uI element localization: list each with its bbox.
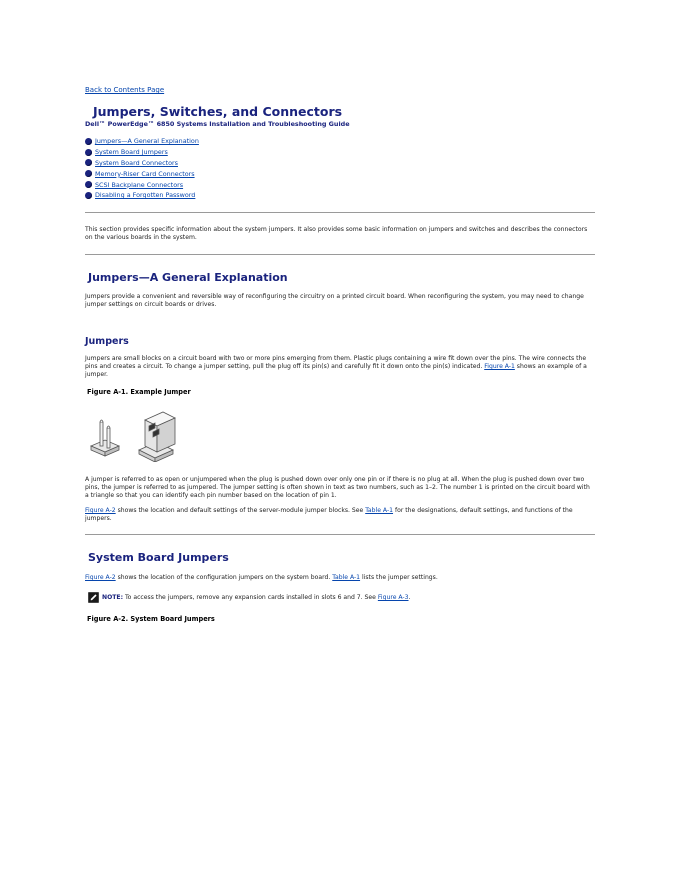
toc-item (85, 147, 199, 158)
toc-link-system-board-jumpers[interactable]: System Board Jumpers (95, 148, 168, 157)
note-end: . (408, 594, 411, 601)
heading-jumpers: Jumpers (85, 336, 129, 347)
table-of-contents (85, 136, 199, 201)
divider (85, 254, 595, 255)
jumpers-text: Jumpers are small blocks on a circuit board with two or more pins emerging from them. Plastic plugs containing a wire fit down over the pins. The wire connects the pins and creates a circuit. To change a jumper setting, pull the plug off its pin(s) and carefully fit it down onto the pin(s) indicated. (85, 355, 587, 371)
figure-a3-link[interactable]: Figure A-3 (377, 594, 409, 601)
jumper-states-paragraph: A jumper is referred to as open or unjumpered when the plug is pushed down over only one pin or if there is no plug at all. When the plug is pushed down over two pins, the jumper is referred to as jumpered. The jumper setting is often shown in text as two numbers, such as 1–2. The number 1 is printed on the circuit board with a triangle so that you can identify each pin number based on the location of pin 1. (85, 476, 590, 500)
toc-item (85, 168, 199, 179)
figure-a2-caption: Figure A-2. System Board Jumpers (87, 615, 215, 623)
toc-item (85, 190, 199, 201)
bullet-icon (85, 170, 92, 177)
system-board-paragraph (85, 574, 595, 582)
open-jumper-icon (91, 420, 119, 456)
note-paragraph (102, 594, 592, 602)
back-to-contents-link[interactable]: Back to Contents Page (85, 86, 165, 94)
toc-item (85, 179, 199, 190)
toc-link-system-board-connectors[interactable]: System Board Connectors (95, 158, 178, 167)
note-icon (88, 592, 99, 603)
heading-general-explanation: Jumpers—A General Explanation (88, 271, 288, 284)
jumpers-paragraph (85, 355, 595, 380)
divider (85, 534, 595, 535)
example-jumper-illustration (87, 402, 183, 462)
note-label: NOTE: (102, 594, 124, 601)
jumper-blocks-text: shows the location and default settings of the server-module jumper blocks. See (115, 507, 366, 514)
bullet-icon (85, 138, 92, 145)
toc-link-memory-riser-connectors[interactable]: Memory-Riser Card Connectors (95, 169, 195, 178)
figure-a2-link[interactable]: Figure A-2 (85, 574, 116, 581)
table-a1-link[interactable]: Table A-1 (365, 507, 394, 514)
general-explanation-paragraph: Jumpers provide a convenient and reversible way of reconfiguring the circuitry on a printed circuit board. When reconfiguring the system, you may need to change jumper settings on circuit boards or drives. (85, 293, 584, 309)
figure-a1-caption: Figure A-1. Example Jumper (87, 388, 191, 396)
intro-paragraph: This section provides specific information about the system jumpers. It also provides some basic information on jumpers and switches and describes the connectors on the various boards in the system. (85, 226, 588, 242)
jumpered-plug-icon (139, 412, 175, 462)
divider (85, 212, 595, 213)
toc-link-general-explanation[interactable]: Jumpers—A General Explanation (95, 137, 199, 146)
toc-link-scsi-backplane-connectors[interactable]: SCSI Backplane Connectors (95, 180, 184, 189)
jumpers-text-end: shows an example of a jumper. (85, 363, 587, 379)
figure-a1-link[interactable]: Figure A-1 (484, 363, 515, 371)
toc-item (85, 136, 199, 147)
bullet-icon (85, 159, 92, 166)
bullet-icon (85, 149, 92, 156)
bullet-icon (85, 192, 92, 199)
toc-item (85, 158, 199, 169)
page-title: Jumpers, Switches, and Connectors (93, 104, 343, 119)
system-board-text-end: lists the jumper settings. (360, 574, 438, 581)
page-subtitle: Dell™ PowerEdge™ 6850 Systems Installation and Troubleshooting Guide (85, 120, 350, 128)
bullet-icon (85, 181, 92, 188)
toc-link-disabling-password[interactable]: Disabling a Forgotten Password (95, 191, 196, 200)
table-a1-link[interactable]: Table A-1 (332, 574, 361, 581)
system-board-text: shows the location of the configuration jumpers on the system board. (115, 574, 333, 581)
note-text: To access the jumpers, remove any expansion cards installed in slots 6 and 7. See (123, 594, 378, 601)
heading-system-board-jumpers: System Board Jumpers (88, 551, 229, 564)
jumper-blocks-paragraph (85, 507, 595, 523)
jumper-blocks-text-end: for the designations, default settings, and functions of the jumpers. (85, 507, 573, 523)
figure-a2-link[interactable]: Figure A-2 (85, 507, 116, 514)
